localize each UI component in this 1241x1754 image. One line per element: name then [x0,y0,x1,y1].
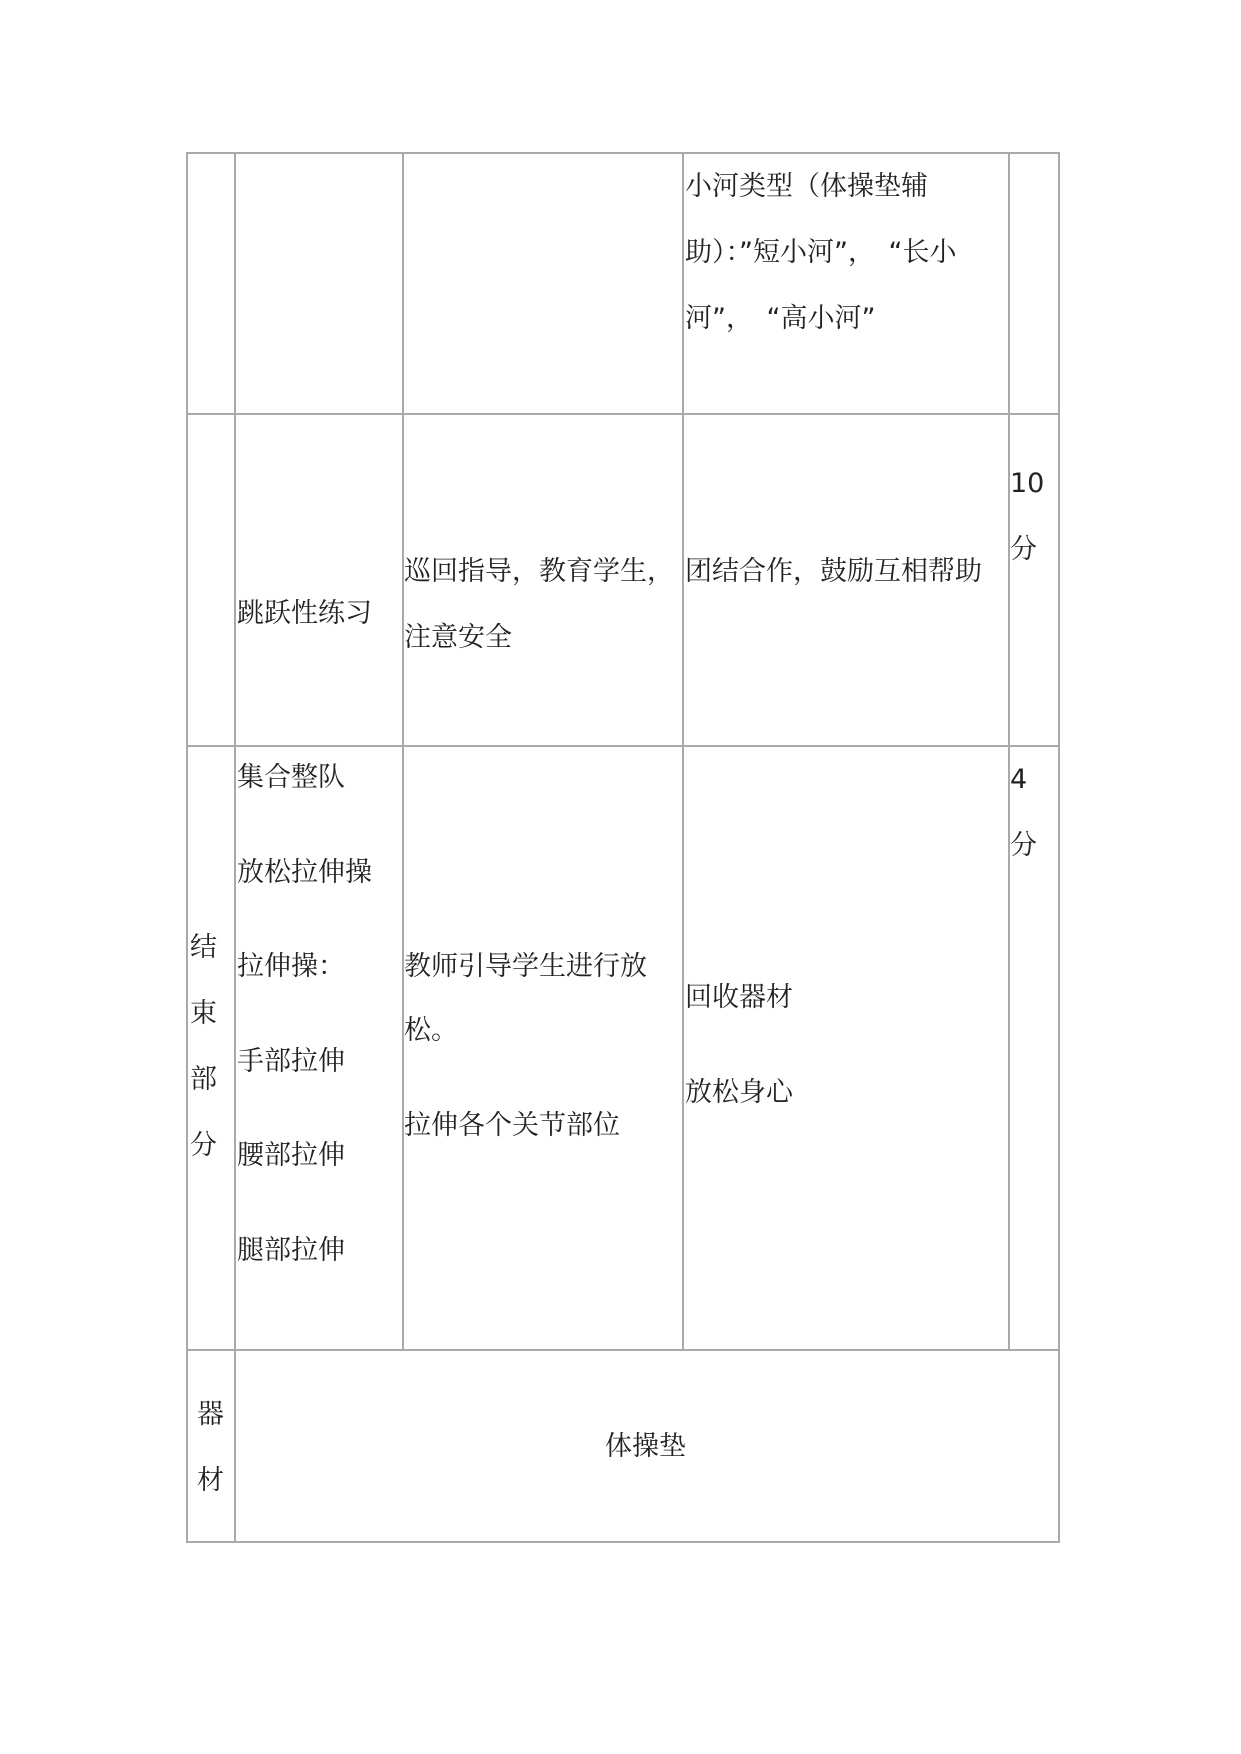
col-divider-3 [682,152,684,1351]
row3-content-line-2: 放松拉伸操 [237,857,372,888]
col-divider-1 [234,152,236,1543]
table-border-right [1058,152,1060,1543]
row3-content-line-3: 拉伸操： [237,951,345,982]
col-divider-2 [402,152,404,1351]
row2-student: 团结合作，鼓励互相帮助 [685,556,982,587]
section-char-1: 结 [190,932,217,963]
row3-teacher-line-1: 教师引导学生进行放 [404,951,647,982]
row-divider-1 [186,413,1060,415]
equipment-label-char-2: 材 [197,1465,224,1496]
row2-time-line-2: 分 [1010,534,1037,565]
row1-activity-line-1: 小河类型（体操垫辅 [685,171,928,202]
section-char-4: 分 [190,1130,217,1161]
row3-content-line-6: 腿部拉伸 [237,1235,345,1266]
row3-time-line-2: 分 [1010,830,1037,861]
row2-teacher-line-2: 注意安全 [404,622,512,653]
table-border-left [186,152,188,1543]
row2-teacher-line-1: 巡回指导，教育学生， [404,556,674,587]
equipment-value: 体操垫 [605,1431,686,1462]
section-char-3: 部 [190,1064,217,1095]
table-border-top [186,152,1060,154]
table-border-bottom [186,1541,1060,1543]
row3-content-line-5: 腰部拉伸 [237,1140,345,1171]
section-char-2: 束 [190,998,217,1029]
row3-time-line-1: 4 [1010,764,1028,795]
col-divider-4 [1008,152,1010,1351]
row1-activity-line-3: 河”， “高小河” [685,303,876,334]
row2-content: 跳跃性练习 [237,598,372,629]
row3-content-line-4: 手部拉伸 [237,1046,345,1077]
row3-student-line-1: 回收器材 [685,982,793,1013]
row2-time-line-1: 10 [1010,468,1045,499]
row-divider-2 [186,745,1060,747]
row3-teacher-line-3: 拉伸各个关节部位 [404,1110,620,1141]
equipment-label-char-1: 器 [197,1399,224,1430]
row3-teacher-line-2: 松。 [404,1015,458,1046]
row3-student-line-2: 放松身心 [685,1077,793,1108]
row1-activity-line-2: 助）：”短小河”， “长小 [685,237,957,268]
row-divider-3 [186,1349,1060,1351]
row3-content-line-1: 集合整队 [237,762,345,793]
